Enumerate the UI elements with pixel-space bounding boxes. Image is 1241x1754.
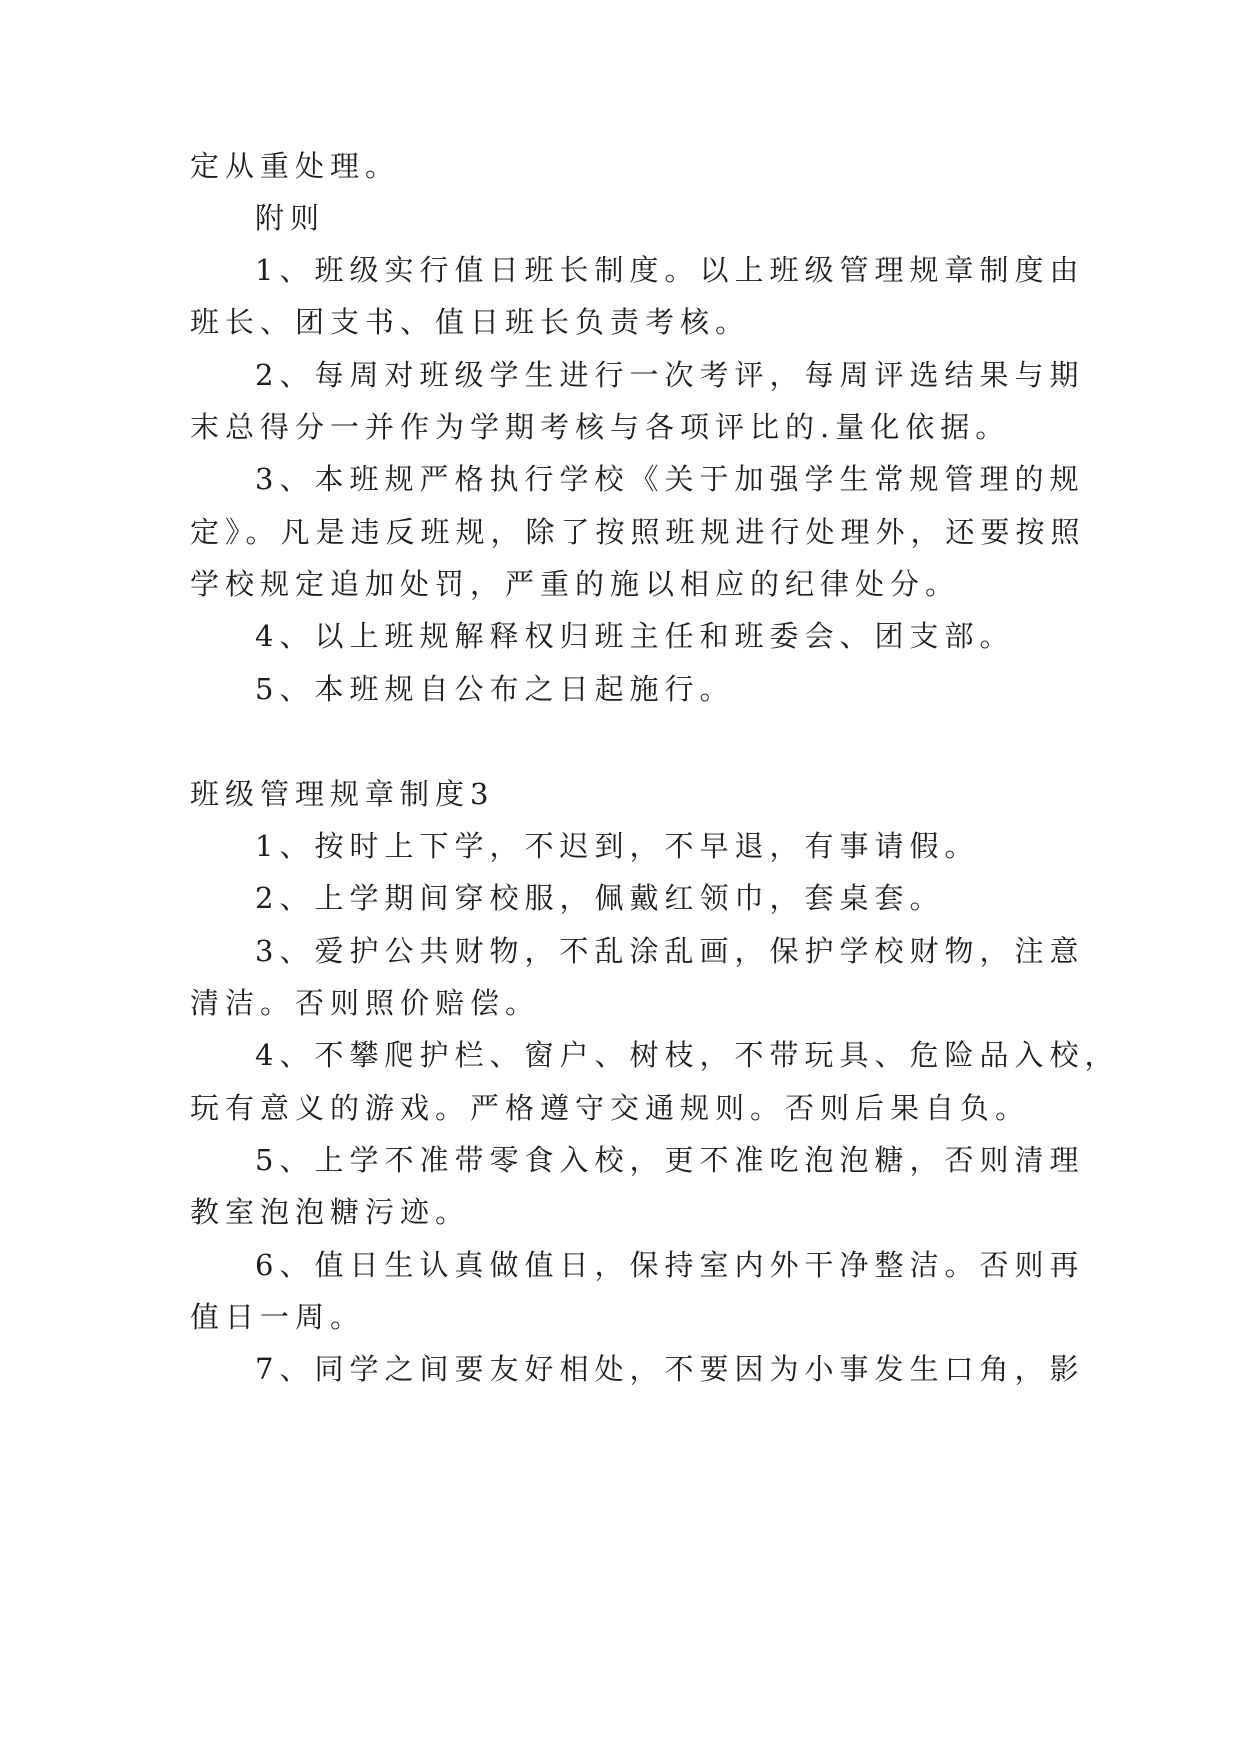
appendix-heading: 附则 xyxy=(255,201,326,235)
paragraph-line: 定从重处理。 xyxy=(190,149,401,183)
paragraph-line: 4、不攀爬护栏、窗户、树枝，不带玩具、危险品入校， xyxy=(255,1038,1120,1072)
paragraph-line: 1、班级实行值日班长制度。以上班级管理规章制度由 xyxy=(255,253,1085,287)
paragraph-line: 清洁。否则照价赔偿。 xyxy=(190,986,541,1020)
paragraph-line: 玩有意义的游戏。严格遵守交通规则。否则后果自负。 xyxy=(190,1091,1031,1125)
paragraph-line: 5、上学不准带零食入校，更不准吃泡泡糖，否则清理 xyxy=(255,1143,1085,1177)
paragraph-line: 5、本班规自公布之日起施行。 xyxy=(255,672,735,706)
paragraph-line: 末总得分一并作为学期考核与各项评比的.量化依据。 xyxy=(190,410,1011,444)
paragraph-line: 学校规定追加处罚，严重的施以相应的纪律处分。 xyxy=(190,567,961,601)
paragraph-line: 6、值日生认真做值日，保持室内外干净整洁。否则再 xyxy=(255,1248,1085,1282)
section-title: 班级管理规章制度3 xyxy=(190,777,495,811)
paragraph-line: 定》。凡是违反班规，除了按照班规进行处理外，还要按照 xyxy=(190,515,1086,549)
paragraph-line: 教室泡泡糖污迹。 xyxy=(190,1195,471,1229)
paragraph-line: 3、本班规严格执行学校《关于加强学生常规管理的规 xyxy=(255,462,1085,496)
paragraph-line: 班长、团支书、值日班长负责考核。 xyxy=(190,305,751,339)
paragraph-line: 2、上学期间穿校服，佩戴红领巾，套桌套。 xyxy=(255,881,945,915)
paragraph-line: 2、每周对班级学生进行一次考评，每周评选结果与期 xyxy=(255,358,1085,392)
paragraph-line: 4、以上班规解释权归班主任和班委会、团支部。 xyxy=(255,619,1015,653)
paragraph-line: 值日一周。 xyxy=(190,1300,366,1334)
paragraph-line: 7、同学之间要友好相处，不要因为小事发生口角，影 xyxy=(255,1352,1085,1386)
paragraph-line: 1、按时上下学，不迟到，不早退，有事请假。 xyxy=(255,829,980,863)
paragraph-line: 3、爱护公共财物，不乱涂乱画，保护学校财物，注意 xyxy=(255,934,1085,968)
